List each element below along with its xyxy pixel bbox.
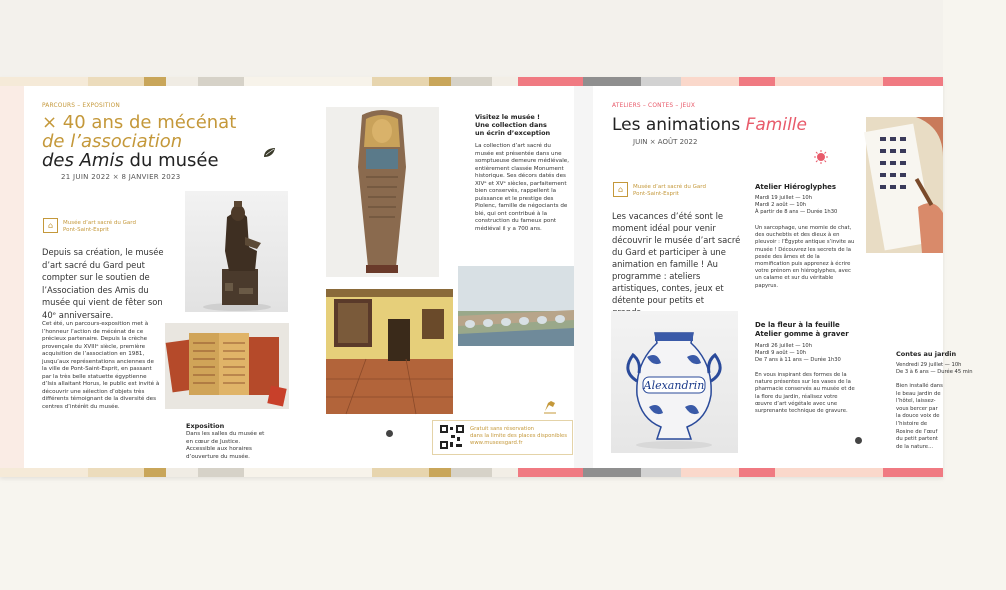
left-kicker: PARCOURS – EXPOSITION bbox=[42, 101, 120, 109]
leaf-icon bbox=[262, 145, 278, 159]
bridge-painting-photo bbox=[458, 266, 574, 346]
qr-caption-line-2: dans la limite des places disponibles bbox=[470, 433, 568, 439]
activity-illustration bbox=[866, 117, 943, 253]
title-line-2: de l’association bbox=[42, 131, 183, 152]
atelier1-dates: Mardi 19 juillet — 10h Mardi 2 août — 10h À partir de 8 ans — Durée 1h30 bbox=[755, 195, 838, 215]
contes-dates: Vendredi 29 juillet — 10h De 3 à 6 ans — Durée 45 min bbox=[896, 362, 973, 375]
right-lead-text: Les vacances d’été sont le moment idéal pour venir découvrir le musée d’art sacré du Gard et participer à une animation en famille ! Au programme : ateliers artistiques, contes, jeux et détente pour petits et bbox=[612, 211, 741, 305]
museum-logo-icon: ⌂ bbox=[43, 218, 58, 233]
atelier1-text: Un sarcophage, une momie de chat, des ouchebtis et des dieux à en pleuvoir : l’Égypte antique s’invite au musée ! Découvrez les secrets de la pesée des âmes et de la momification puis apprenez à écrire votre prénom en hiéroglyphes, avec un calame et sur du véritable papyrus. bbox=[755, 225, 855, 289]
right-kicker: ATELIERS – CONTES – JEUX bbox=[612, 101, 696, 109]
knight-icon bbox=[541, 397, 559, 415]
sarcophagus-photo bbox=[326, 107, 439, 277]
right-title bbox=[612, 115, 807, 135]
museum-name-line-1: Musée d’art sacré du Gard bbox=[63, 220, 136, 226]
left-body-text: Cet été, un parcours-exposition met à l’honneur l’action de mécénat de ce précieux partenaire. Depuis la crèche provençale du XVIIIᵉ siècle, première acquisition de l’association en 1981, jusqu’aux représentations anciennes de la ville de Pont-Saint-Esprit, en passant par la très belle statuette égyptienne d’Isis allaitant Horus, le public est invité à découvrir une sélection d’objets très différents témoignant de la diversité des centres d’intérêt du musée. bbox=[42, 321, 160, 410]
right-title-main: Les animations bbox=[612, 115, 746, 135]
interior-illustration bbox=[326, 289, 453, 414]
backdrop bbox=[0, 0, 943, 77]
left-lead-text: Depuis sa création, le musée d’art sacré du Gard peut compter sur le soutien de l’Association des Amis du musée qui vient de fêter son 40ᵉ anniversaire. bbox=[42, 247, 164, 320]
right-dates: JUIN × AOÛT 2022 bbox=[633, 138, 698, 146]
vase-inscription: Alexandrin bbox=[643, 379, 705, 392]
title-line-3-rest: du musée bbox=[123, 150, 219, 171]
exhibition-dates: 21 JUIN 2022 × 8 JANVIER 2023 bbox=[61, 173, 181, 181]
pharmacy-vase-photo bbox=[611, 311, 738, 453]
color-stripe-bottom bbox=[0, 468, 943, 477]
books-illustration bbox=[165, 323, 289, 409]
vase-illustration bbox=[611, 311, 738, 453]
illuminated-books-photo bbox=[165, 323, 289, 409]
title-line-1: × 40 ans de mécénat bbox=[42, 112, 237, 133]
visit-label: Visitez le musée ! Une collection dans un écrin d’exception bbox=[475, 113, 551, 137]
expo-label: Exposition bbox=[186, 422, 225, 430]
museum-name-line-2: Pont-Saint-Esprit bbox=[63, 227, 109, 233]
right-museum-name bbox=[633, 184, 706, 198]
sarcophagus-illustration bbox=[326, 107, 439, 277]
expo-text: Dans les salles du musée et en cœur de Justice. Accessible aux horaires d’ouverture du musée. bbox=[186, 431, 265, 460]
atelier1-title: Atelier Hiéroglyphes bbox=[755, 183, 837, 191]
atelier2-text: En vous inspirant des formes de la nature présentes sur les vases de la pharmacie conservés au musée et de la flore du jardin, réalisez votre œuvre d’art végétale avec une surprenante technique de gravure. bbox=[755, 372, 855, 415]
title-line-3-italic: des Amis bbox=[42, 150, 124, 171]
page-marker-dot bbox=[386, 430, 393, 437]
right-museum-name-line-2: Pont-Saint-Esprit bbox=[633, 191, 679, 197]
museum-logo-icon-right: ⌂ bbox=[613, 182, 628, 197]
bridge-illustration bbox=[458, 266, 574, 346]
statuette-illustration bbox=[185, 191, 288, 312]
contes-text: Bien installé dans le beau jardin de l’hôtel, laissez-vous bercer par la douce voix de l’histoire de Rosine de l’œuf du petit partent de la nature... bbox=[896, 383, 943, 450]
left-museum-name bbox=[63, 220, 136, 234]
atelier2-dates: Mardi 26 juillet — 10h Mardi 9 août — 10h De 7 ans à 11 ans — Durée 1h30 bbox=[755, 343, 841, 363]
left-title bbox=[42, 113, 272, 170]
museum-interior-photo bbox=[326, 289, 453, 414]
website-link[interactable]: www.museesgard.fr bbox=[470, 440, 523, 446]
contes-title: Contes au jardin bbox=[896, 350, 957, 358]
spine-gutter bbox=[574, 86, 593, 468]
qr-caption-line-1: Gratuit sans réservation bbox=[470, 426, 535, 432]
sun-icon bbox=[814, 150, 828, 164]
isis-statuette-photo bbox=[185, 191, 288, 312]
qr-code-icon[interactable] bbox=[439, 424, 465, 450]
visit-text: La collection d’art sacré du musée est présentée dans une somptueuse demeure médiévale, entièrement classée Monument historique. Ses décors datés des XIVᵉ et XVᵉ siècles, parfaitement bien conservés, rappellent la puissance et le prestige des Piolenc, famille de négociants de blé, qui ont contribué à la construction du fameux pont médiéval il y a 700 ans. bbox=[475, 143, 569, 232]
right-title-italic: Famille bbox=[745, 115, 807, 135]
atelier2-title: De la fleur à la feuille Atelier gomme à graver bbox=[755, 321, 849, 338]
page-marker-dot-right bbox=[855, 437, 862, 444]
right-museum-name-line-1: Musée d’art sacré du Gard bbox=[633, 184, 706, 190]
hieroglyph-activity-photo bbox=[866, 117, 943, 253]
left-margin-band bbox=[0, 86, 24, 468]
color-stripe-top bbox=[0, 77, 943, 86]
title-line-3 bbox=[42, 151, 272, 170]
qr-caption bbox=[470, 426, 570, 447]
